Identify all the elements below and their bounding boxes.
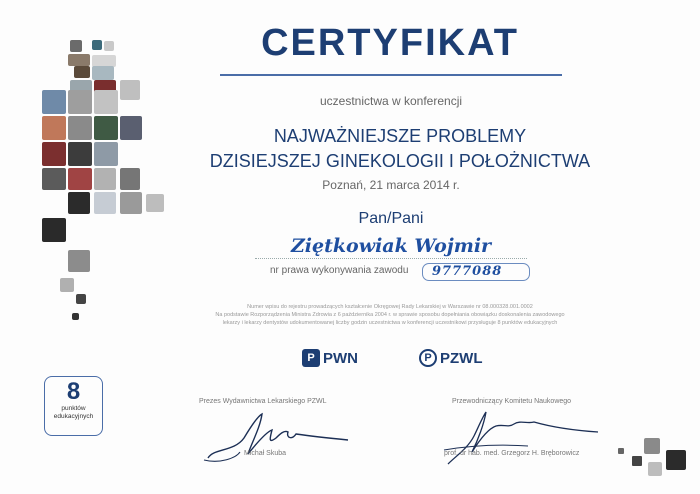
- mosaic-tile: [42, 90, 66, 114]
- mosaic-tile: [68, 250, 90, 272]
- photo-mosaic-decoration: [0, 0, 180, 340]
- name-dotted-line: [255, 258, 527, 259]
- mosaic-tile: [94, 90, 118, 114]
- mosaic-tile: [42, 218, 66, 242]
- mosaic-tile: [94, 142, 118, 166]
- pwn-logo-text: PWN: [323, 350, 358, 367]
- mosaic-tile: [120, 168, 140, 190]
- license-number-value: 9777088: [432, 264, 503, 279]
- conference-title: [200, 124, 600, 174]
- mosaic-tile: [92, 40, 102, 50]
- mosaic-tile: [42, 168, 66, 190]
- mosaic-tile: [68, 192, 90, 214]
- mosaic-tile: [94, 168, 116, 190]
- mosaic-tile: [68, 116, 92, 140]
- left-signatory-name: Michał Skuba: [244, 450, 287, 457]
- mosaic-tile: [74, 66, 90, 78]
- conference-title-line-1: NAJWAŻNIEJSZE PROBLEMY: [273, 126, 527, 146]
- legal-fine-print: [165, 303, 615, 327]
- pzwl-logo-text: PZWL: [440, 350, 483, 367]
- left-signature-image: [200, 408, 360, 466]
- education-points-badge: [44, 376, 103, 436]
- title-underline: [220, 74, 562, 76]
- right-signatory-role: Przewodniczący Komitetu Naukowego: [452, 398, 572, 405]
- mosaic-tile: [68, 90, 92, 114]
- mosaic-tile: [68, 168, 92, 190]
- mosaic-tile: [42, 142, 66, 166]
- pzwl-logo-mark-icon: P: [419, 349, 437, 367]
- left-signatory-role: Prezes Wydawnictwa Lekarskiego PZWL: [199, 398, 327, 405]
- place-and-date: Poznań, 21 marca 2014 r.: [322, 178, 460, 192]
- salutation: Pan/Pani: [358, 210, 424, 227]
- certificate-subtitle: uczestnictwa w konferencji: [319, 94, 463, 108]
- fine-print-line-1: Numer wpisu do rejestru prowadzących kształcenie Okręgowej Rady Lekarskiej w Warszawie nr 08.000328.001.0002: [247, 304, 533, 310]
- points-value: 8: [66, 378, 81, 405]
- pwn-logo-mark-icon: P: [302, 349, 320, 367]
- certificate-title: CERTYFIKAT: [261, 22, 519, 64]
- mosaic-tile: [104, 41, 114, 51]
- license-label: nr prawa wykonywania zawodu: [270, 265, 409, 276]
- mosaic-tile: [92, 66, 114, 80]
- mosaic-tile: [76, 294, 86, 304]
- mosaic-tile: [60, 278, 74, 292]
- mosaic-tile: [72, 313, 79, 320]
- points-label-line-2: edukacyjnych: [53, 413, 94, 420]
- fine-print-line-2: Na podstawie Rozporządzenia Ministra Zdrowia z 6 października 2004 r. w sprawie sposobu dopełniania obowiązku doskonalenia zawodowego: [215, 312, 565, 318]
- corner-squares-decoration: [610, 434, 700, 494]
- mosaic-tile: [120, 116, 142, 140]
- participant-name: Ziętkowiak Wojmir: [290, 235, 492, 257]
- mosaic-tile: [120, 192, 142, 214]
- mosaic-tile: [68, 54, 90, 66]
- mosaic-tile: [70, 40, 82, 52]
- conference-title-line-2: DZISIEJSZEJ GINEKOLOGII I POŁOŻNICTWA: [209, 151, 591, 171]
- mosaic-tile: [68, 142, 92, 166]
- mosaic-tile: [42, 116, 66, 140]
- right-signatory-name: prof. dr hab. med. Grzegorz H. Bręborowicz: [444, 450, 580, 457]
- right-signature-image: [438, 406, 608, 468]
- points-label-line-1: punktów: [61, 405, 86, 412]
- mosaic-tile: [146, 194, 164, 212]
- mosaic-tile: [120, 80, 140, 100]
- mosaic-tile: [94, 116, 118, 140]
- mosaic-tile: [94, 192, 116, 214]
- fine-print-line-3: lekarzy i lekarzy dentystów udokumentowanej liczby godzin uczestnictwa w konferencji uczestnikowi przysługuje 8 punktów edukacyjnych: [222, 320, 558, 326]
